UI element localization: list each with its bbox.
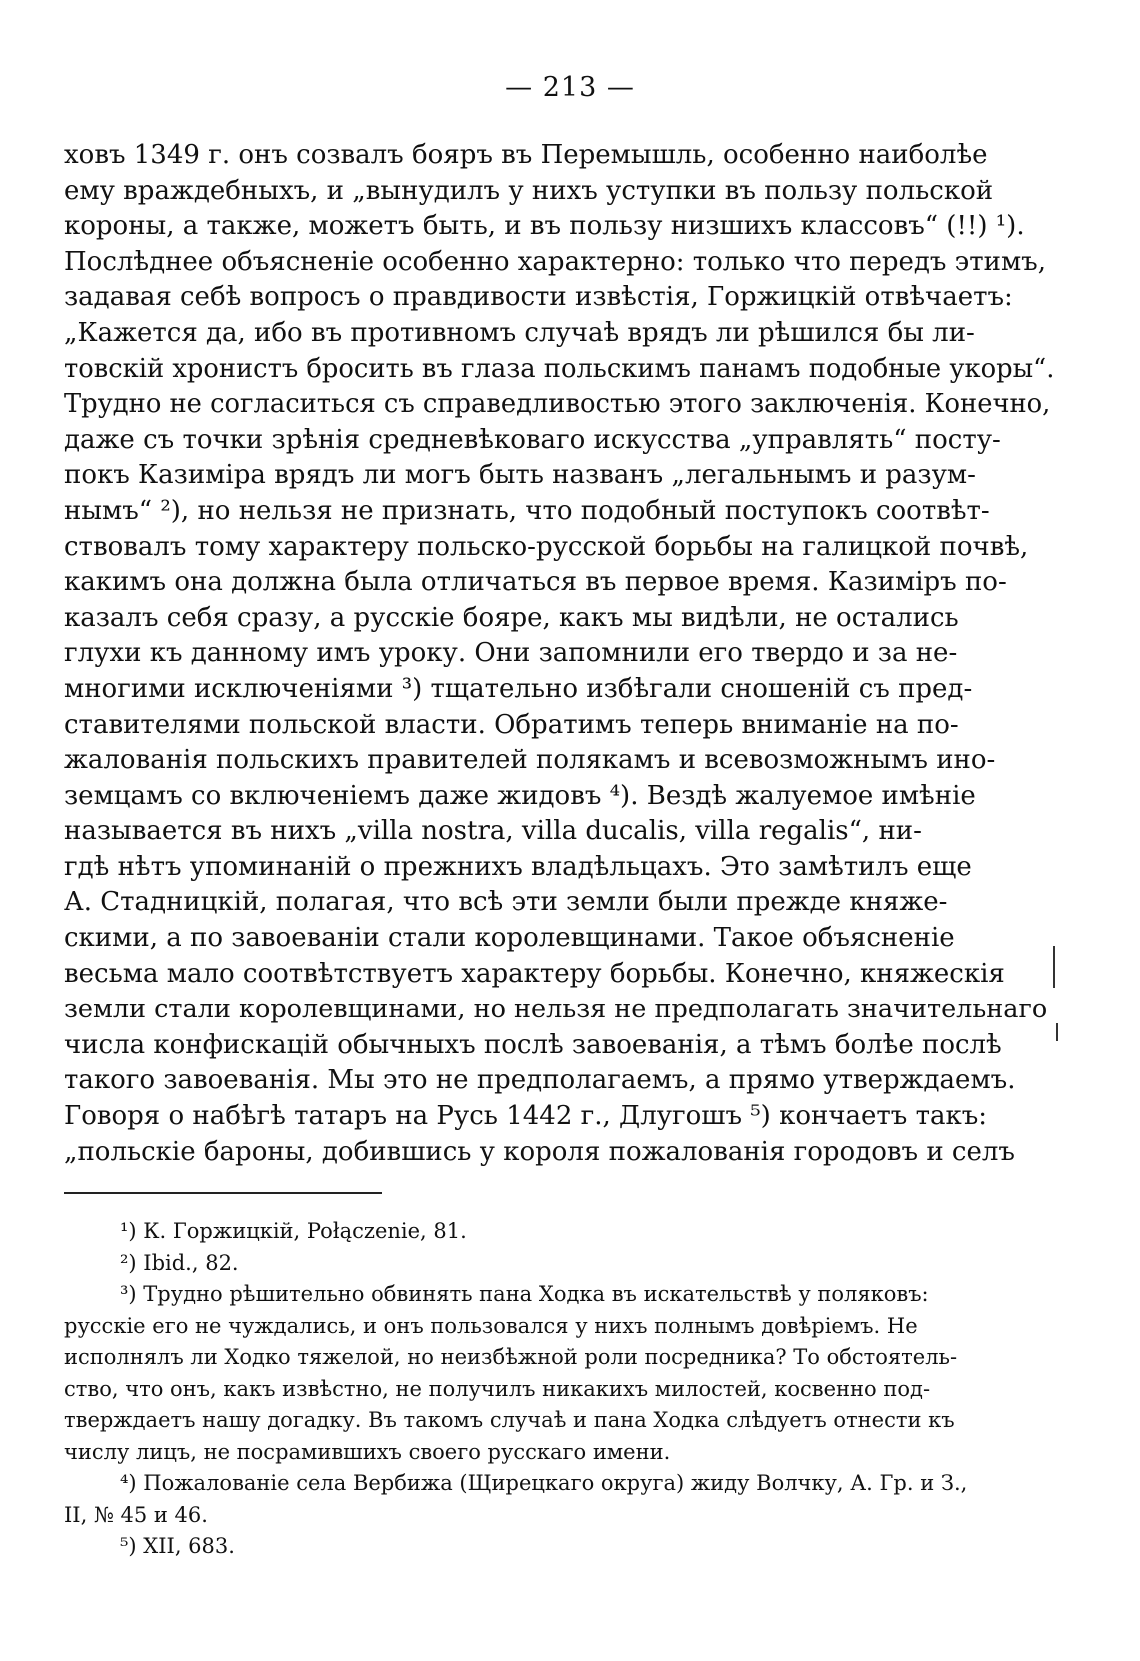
footnote-line: исполнялъ ли Ходко тяжелой, но неизбѣжной роли посредника? То обстоятель- [64,1345,958,1369]
body-line: ставителями польской власти. Обратимъ теперь вниманіе на по- [64,709,959,740]
body-line: гдѣ нѣтъ упоминаній о прежнихъ владѣльцахъ. Это замѣтилъ еще [64,851,972,882]
footnote-line: ство, что онъ, какъ извѣстно, не получилъ никакихъ милостей, косвенно под- [64,1376,931,1401]
footnote-separator [64,1192,382,1194]
body-line: земли стали королевщинами, но нельзя не предполагать значительнаго [64,994,1048,1025]
body-line: товскій хронистъ бросить въ глаза польскимъ панамъ подобные укоры“. [64,353,1054,384]
body-line: задавая себѣ вопросъ о правдивости извѣстія, Горжицкій отвѣчаетъ: [64,282,1013,313]
body-line: Говоря о набѣгѣ татаръ на Русь 1442 г., Длугошъ ⁵) кончаетъ такъ: [64,1101,988,1132]
body-line: ховъ 1349 г. онъ созвалъ бояръ въ Перемышль, особенно наиболѣе [64,140,988,170]
body-line: такого завоеванія. Мы это не предполагаемъ, а прямо утверждаемъ. [64,1065,1016,1096]
body-line: скими, а по завоеваніи стали королевщинами. Такое объясненіе [64,923,955,954]
footnote-line: ⁵) XII, 683. [120,1534,235,1558]
body-line: ствовалъ тому характеру польско-русской борьбы на галицкой почвѣ, [64,531,1029,562]
body-line: жалованія польскихъ правителей полякамъ и всевозможнымъ ино- [64,745,996,776]
body-line: числа конфискацій обычныхъ послѣ завоеванія, а тѣмъ болѣе послѣ [64,1029,1002,1060]
body-line: казалъ себя сразу, а русскіе бояре, какъ мы видѣли, не остались [64,602,959,633]
body-line: нымъ“ ²), но нельзя не признать, что подобный поступокъ соотвѣт- [64,495,990,526]
body-line: какимъ она должна была отличаться въ первое время. Казиміръ по- [64,567,1007,598]
page-number: — 213 — [505,72,635,103]
footnote-line: числу лицъ, не посрамившихъ своего русскаго имени. [64,1439,671,1464]
body-line: покъ Казиміра врядъ ли могъ быть названъ „легальнымъ и разум- [64,460,976,491]
body-line: земцамъ со включеніемъ даже жидовъ ⁴). Вездѣ жалуемое имѣніе [64,780,976,811]
body-line: Трудно не согласиться съ справедливостью этого заключенія. Конечно, [64,389,1051,420]
footnote-line: ¹) К. Горжицкій, Połączenie, 81. [120,1219,467,1243]
body-line: называется въ нихъ „villa nostra, villa ducalis, villa regalis“, ни- [64,816,922,847]
footnotes [64,1216,1054,1563]
footnote-line: ⁴) Пожалованіе села Вербижа (Щирецкаго округа) жиду Волчку, А. Гр. и З., [120,1471,968,1495]
body-line: „Кажется да, ибо въ противномъ случаѣ врядъ ли рѣшился бы ли- [64,317,975,348]
footnote-line: тверждаетъ нашу догадку. Въ такомъ случаѣ и пана Ходка слѣдуетъ отнести къ [64,1408,955,1432]
body-line: Послѣднее объясненіе особенно характерно: только что передъ этимъ, [64,246,1046,277]
footnote-line: ³) Трудно рѣшительно обвинять пана Ходка въ искательствѣ у поляковъ: [120,1282,929,1306]
margin-mark [1056,1023,1058,1041]
body-line: весьма мало соотвѣтствуетъ характеру борьбы. Конечно, княжескія [64,958,1005,989]
body-line: А. Стадницкій, полагая, что всѣ эти земли были прежде княже- [64,887,948,918]
body-line: глухи къ данному имъ уроку. Они запомнили его твердо и за не- [64,638,958,669]
margin-mark [1053,946,1055,988]
body-line: даже съ точки зрѣнія средневѣковаго искусства „управлять“ посту- [64,424,1001,455]
body-text [64,138,1054,1170]
body-line: „польскіе бароны, добившись у короля пожалованія городовъ и селъ [64,1136,1015,1167]
footnote-line: русскіе его не чуждались, и онъ пользовался у нихъ полнымъ довѣріемъ. Не [64,1313,918,1338]
body-line: короны, а также, можетъ быть, и въ пользу низшихъ классовъ“ (!!) ¹). [64,211,1025,242]
body-line: ему враждебныхъ, и „вынудилъ у нихъ уступки въ пользу польской [64,175,994,206]
body-line: многими исключеніями ³) тщательно избѣгали сношеній съ пред- [64,673,973,704]
footnote-line: II, № 45 и 46. [64,1502,208,1527]
footnote-line: ²) Ibid., 82. [120,1250,239,1275]
